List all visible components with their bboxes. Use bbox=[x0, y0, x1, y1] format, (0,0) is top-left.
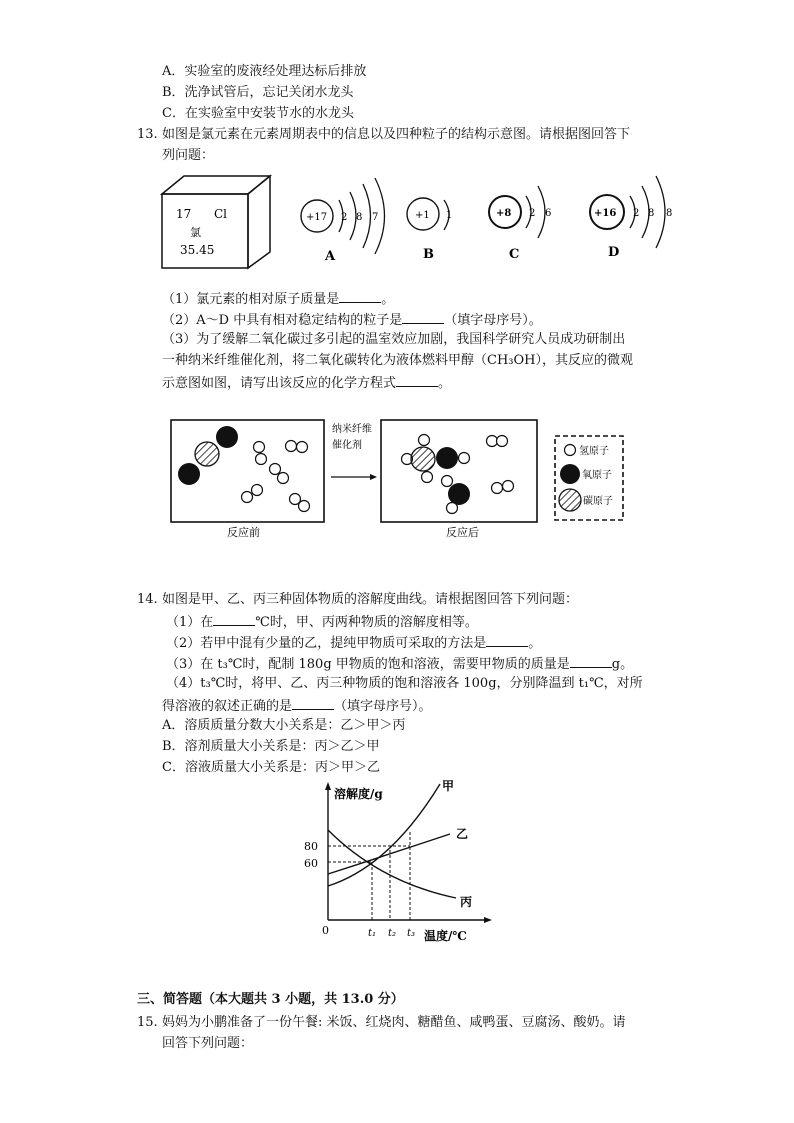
series-label-jia: 甲 bbox=[442, 779, 455, 793]
element-number: 17 bbox=[176, 207, 192, 221]
particle-d-label: D bbox=[608, 245, 620, 260]
particle-c bbox=[489, 186, 551, 262]
q14-sub4-text: 得溶液的叙述正确的是 bbox=[162, 699, 293, 714]
q14-sub3-blank[interactable] bbox=[570, 653, 612, 668]
y-axis-label: 溶解度/g bbox=[334, 787, 383, 801]
q14-sub1-end: ℃时，甲、丙两种物质的溶解度相等。 bbox=[255, 615, 478, 630]
particle-d-shell-1: 2 bbox=[633, 208, 640, 219]
q14-sub4-line2 bbox=[162, 695, 432, 717]
particle-b-shell-1: 1 bbox=[446, 210, 453, 221]
q14-sub4-end: （填字母序号）。 bbox=[334, 699, 432, 714]
element-cell bbox=[162, 176, 270, 268]
solubility-chart bbox=[300, 778, 500, 948]
legend-oxygen-label: 氧原子 bbox=[582, 470, 612, 481]
q13-structure-figure bbox=[160, 172, 700, 272]
q14-sub2-text: （2）若甲中混有少量的乙，提纯甲物质可采取的方法是 bbox=[166, 636, 487, 651]
particle-b-nucleus: +1 bbox=[415, 210, 430, 221]
q14-number: 14. bbox=[137, 592, 158, 607]
q13-sub2 bbox=[162, 309, 542, 331]
arrow-label-2: 催化剂 bbox=[332, 440, 362, 451]
q15-number: 15. bbox=[137, 1015, 158, 1030]
legend-hydrogen-icon bbox=[565, 445, 576, 456]
q13-reaction-diagram bbox=[165, 414, 630, 544]
x-tick-t2: t₂ bbox=[388, 928, 397, 939]
before-label: 反应前 bbox=[227, 526, 260, 539]
particle-a-nucleus: +17 bbox=[306, 212, 328, 223]
y-tick-80: 80 bbox=[304, 840, 318, 853]
q13-sub2-blank[interactable] bbox=[402, 309, 444, 324]
q13-number: 13. bbox=[137, 127, 158, 142]
particle-a-shell-3: 7 bbox=[372, 212, 379, 223]
particle-c-shell-1: 2 bbox=[529, 208, 536, 219]
q13-sub3-blank[interactable] bbox=[396, 372, 438, 387]
particle-c-label: C bbox=[509, 247, 520, 262]
after-box bbox=[381, 420, 537, 522]
after-label: 反应后 bbox=[446, 526, 479, 539]
q14-sub2-end: 。 bbox=[528, 636, 542, 651]
q14-option-c: C．溶液质量大小关系是：丙＞甲＞乙 bbox=[162, 760, 380, 775]
legend-carbon-label: 碳原子 bbox=[583, 496, 613, 507]
q13-sub2-text: （2）A～D 中具有相对稳定结构的粒子是 bbox=[162, 313, 403, 328]
y-tick-60: 60 bbox=[304, 857, 318, 870]
q14-sub3 bbox=[166, 653, 633, 675]
q13-sub3-line3 bbox=[162, 372, 451, 394]
q13-sub3-line1: （3）为了缓解二氧化碳过多引起的温室效应加剧，我国科学研究人员成功研制出 bbox=[162, 332, 626, 347]
q13-sub1-text: （1）氯元素的相对原子质量是 bbox=[162, 292, 340, 307]
element-mass: 35.45 bbox=[180, 243, 215, 257]
series-label-bing: 丙 bbox=[460, 895, 473, 909]
curve-yi bbox=[328, 834, 450, 874]
q13-stem-line2: 列问题： bbox=[162, 148, 215, 163]
particle-b bbox=[407, 198, 452, 262]
q14-option-a: A．溶质质量分数大小关系是：乙＞甲＞丙 bbox=[162, 718, 406, 733]
q13-sub3-text: 示意图如图，请写出该反应的化学方程式 bbox=[162, 376, 397, 391]
q14-sub4-line1: （4）t₃℃时，将甲、乙、丙三种物质的饱和溶液各 100g，分别降温到 t₁℃，对所 bbox=[166, 676, 643, 691]
particle-c-nucleus: +8 bbox=[496, 208, 512, 219]
q14-stem: 如图是甲、乙、丙三种固体物质的溶解度曲线。请根据图回答下列问题： bbox=[162, 592, 579, 607]
q14-option-b: B．溶剂质量大小关系是：丙＞乙＞甲 bbox=[162, 739, 380, 754]
element-symbol: Cl bbox=[214, 207, 228, 221]
q15-line1: 妈妈为小鹏准备了一份午餐: 米饭、红烧肉、糖醋鱼、咸鸭蛋、豆腐汤、酸奶。请 bbox=[162, 1015, 626, 1030]
q14-sub2 bbox=[166, 632, 541, 654]
section3-title: 三、简答题（本大题共 3 小题，共 13.0 分） bbox=[137, 992, 404, 1007]
q13-sub1 bbox=[162, 288, 394, 310]
q12-option-a: A．实验室的废液经处理达标后排放 bbox=[162, 64, 367, 79]
q13-sub2-end: （填字母序号）。 bbox=[444, 313, 542, 328]
particle-a-shell-1: 2 bbox=[341, 212, 348, 223]
legend-hydrogen-label: 氢原子 bbox=[579, 446, 609, 457]
q13-sub1-end: 。 bbox=[381, 292, 395, 307]
series-label-yi: 乙 bbox=[456, 827, 469, 841]
q13-sub3-end: 。 bbox=[438, 376, 452, 391]
q12-option-b: B．洗净试管后，忘记关闭水龙头 bbox=[162, 85, 354, 100]
q13-sub3-line2: 一种纳米纤维催化剂，将二氧化碳转化为液体燃料甲醇（CH₃OH），其反应的微观 bbox=[162, 353, 633, 368]
particle-d-nucleus: +16 bbox=[594, 208, 617, 219]
q14-sub3-text: （3）在 t₃℃时，配制 180g 甲物质的饱和溶液，需要甲物质的质量是 bbox=[166, 657, 570, 672]
particle-c-shell-2: 6 bbox=[545, 208, 552, 219]
x-tick-t3: t₃ bbox=[407, 928, 416, 939]
q14-sub1-text: （1）在 bbox=[166, 615, 214, 630]
particle-a-shell-2: 8 bbox=[356, 212, 363, 223]
q14-sub1 bbox=[166, 611, 478, 633]
particle-a bbox=[301, 178, 385, 264]
x-tick-t1: t₁ bbox=[368, 928, 377, 939]
q14-sub3-end: g。 bbox=[611, 657, 634, 672]
particle-d bbox=[590, 176, 672, 260]
x-axis-label: 温度/℃ bbox=[424, 929, 467, 943]
particle-b-label: B bbox=[423, 247, 434, 262]
q14-sub1-blank[interactable] bbox=[213, 611, 255, 626]
element-name: 氯 bbox=[190, 226, 201, 239]
legend-oxygen-icon bbox=[560, 464, 580, 484]
legend-carbon-icon bbox=[559, 489, 581, 511]
q14-sub4-blank[interactable] bbox=[292, 695, 334, 710]
particle-d-shell-3: 8 bbox=[666, 208, 673, 219]
q13-stem-line1: 如图是氯元素在元素周期表中的信息以及四种粒子的结构示意图。请根据图回答下 bbox=[162, 127, 631, 142]
q15-line2: 回答下列问题： bbox=[162, 1036, 254, 1051]
q13-sub1-blank[interactable] bbox=[339, 288, 381, 303]
arrow-label-1: 纳米纤维 bbox=[332, 424, 372, 435]
q12-option-c: C．在实验室中安装节水的水龙头 bbox=[162, 106, 354, 121]
q14-sub2-blank[interactable] bbox=[486, 632, 528, 647]
particle-d-shell-2: 8 bbox=[648, 208, 655, 219]
curve-bing bbox=[328, 830, 456, 898]
origin-label: 0 bbox=[322, 924, 329, 937]
particle-a-label: A bbox=[325, 249, 336, 264]
